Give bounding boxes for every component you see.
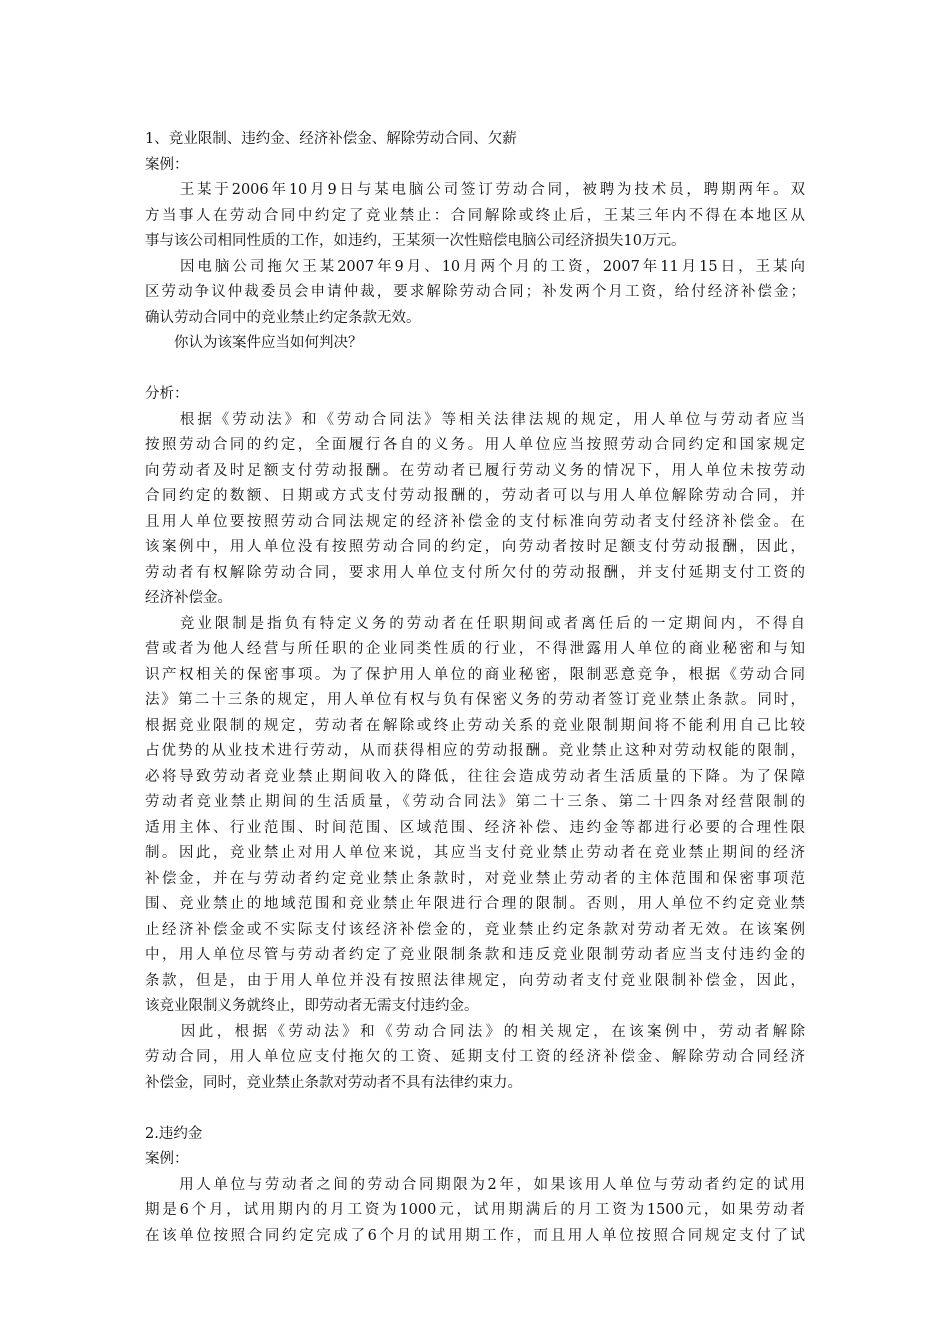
case-label: 案例： (145, 156, 189, 173)
paragraph-line: 因此，根据《劳动法》和《劳动合同法》的相关规定，在该案例中，劳动者解除 (145, 1023, 805, 1040)
paragraph-line: 劳动合同，用人单位应支付拖欠的工资、延期支付工资的经济补偿金、解除劳动合同经济 (145, 1049, 805, 1065)
paragraph-line: 用人单位与劳动者之间的劳动合同期限为2年，如果该用人单位与劳动者约定的试用 (145, 1176, 805, 1193)
section-heading: 1、竞业限制、违约金、经济补偿金、解除劳动合同、欠薪 (145, 131, 517, 147)
paragraph-line: 补偿金，并在与劳动者约定竞业禁止条款时，对竞业禁止劳动者的主体范围和保密事项范 (145, 870, 805, 887)
paragraph (145, 255, 805, 332)
case-text (145, 178, 805, 357)
paragraph-line: 竞业限制是指负有特定义务的劳动者在任职期间或者离任后的一定期间内，不得自 (145, 615, 805, 632)
section-heading: 2.违约金 (145, 1125, 203, 1142)
document-body (145, 127, 805, 1249)
paragraph-line: 确认劳动合同中的竞业禁止约定条款无效。 (145, 309, 421, 326)
analysis-text (145, 408, 805, 1097)
paragraph-line: 中，用人单位尽管与劳动者约定了竞业限制条款和违反竞业限制劳动者应当支付违约金的 (145, 947, 805, 963)
paragraph-line: 按照劳动合同的约定，全面履行各自的义务。用人单位应当按照劳动合同约定和国家规定 (145, 437, 805, 453)
section-2 (145, 1122, 805, 1250)
paragraph-line: 该竞业限制义务就终止，即劳动者无需支付违约金。 (145, 998, 479, 1014)
paragraph-line: 围、竞业禁止的地域范围和竞业禁止年限进行合理的限制。否则，用人单位不约定竞业禁 (145, 896, 805, 912)
paragraph-line: 条款，但是，由于用人单位并没有按照法律规定，向劳动者支付竞业限制补偿金，因此， (145, 972, 805, 989)
section-1 (145, 127, 805, 1096)
paragraph-line: 根据竞业限制的规定，劳动者在解除或终止劳动关系的竞业限制期间将不能利用自己比较 (145, 717, 805, 734)
paragraph (145, 178, 805, 255)
paragraph (145, 331, 805, 357)
paragraph-line: 且用人单位要按照劳动合同法规定的经济补偿金的支付标准向劳动者支付经济补偿金。在 (145, 513, 805, 530)
paragraph-line: 占优势的从业技术进行劳动，从而获得相应的劳动报酬。竞业禁止这种对劳动权能的限制， (145, 743, 805, 759)
paragraph-line: 制。因此，竞业禁止对用人单位来说，其应当支付竞业禁止劳动者在竞业禁止期间的经济 (145, 845, 805, 861)
paragraph-line: 事与该公司相同性质的工作，如违约，王某须一次性赔偿电脑公司经济损失10万元。 (145, 233, 686, 249)
paragraph-line: 经济补偿金。 (145, 590, 232, 606)
paragraph-line: 法》第二十三条的规定，用人单位有权与负有保密义务的劳动者签订竞业禁止条款。同时， (145, 692, 805, 708)
paragraph-line: 营或者为他人经营与所任职的企业同类性质的行业，不得泄露用人单位的商业秘密和与知 (145, 641, 805, 657)
paragraph-line: 你认为该案件应当如何判决？ (145, 335, 363, 351)
paragraph-line: 适用主体、行业范围、时间范围、区域范围、经济补偿、违约金等都进行必要的合理性限 (145, 819, 805, 836)
paragraph-line: 该案例中，用人单位没有按照劳动合同的约定，向劳动者按时足额支付劳动报酬，因此， (145, 539, 805, 555)
paragraph-line: 因电脑公司拖欠王某2007年9月、10月两个月的工资，2007年11月15日，王某向 (145, 258, 805, 275)
paragraph (145, 1020, 805, 1097)
paragraph-line: 期是6个月，试用期内的月工资为1000元，试用期满后的月工资为1500元，如果劳动者 (145, 1202, 805, 1218)
paragraph-line: 在该单位按照合同约定完成了6个月的试用期工作，而且用人单位按照合同规定支付了试 (145, 1227, 805, 1244)
case-label: 案例： (145, 1151, 189, 1167)
paragraph-line: 根据《劳动法》和《劳动合同法》等相关法律法规的规定，用人单位与劳动者应当 (145, 411, 805, 428)
paragraph-line: 止经济补偿金或不实际支付该经济补偿金的，竞业禁止约定条款对劳动者无效。在该案例 (145, 921, 805, 938)
paragraph-line: 补偿金，同时，竞业禁止条款对劳动者不具有法律约束力。 (145, 1074, 522, 1091)
paragraph-line: 合同约定的数额、日期或方式支付劳动报酬的，劳动者可以与用人单位解除劳动合同，并 (145, 488, 805, 504)
paragraph-line: 王某于2006年10月9日与某电脑公司签订劳动合同，被聘为技术员，聘期两年。双 (145, 182, 805, 198)
paragraph (145, 408, 805, 612)
paragraph (145, 612, 805, 1020)
case-text (145, 1173, 805, 1250)
paragraph-line: 向劳动者及时足额支付劳动报酬。在劳动者已履行劳动义务的情况下，用人单位未按劳动 (145, 462, 805, 479)
paragraph (145, 1173, 805, 1250)
paragraph-line: 区劳动争议仲裁委员会申请仲裁，要求解除劳动合同；补发两个月工资，给付经济补偿金； (145, 284, 805, 300)
analysis-label: 分析： (145, 386, 189, 402)
paragraph-line: 识产权相关的保密事项。为了保护用人单位的商业秘密，限制恶意竞争，根据《劳动合同 (145, 666, 805, 683)
paragraph-line: 劳动者竞业禁止期间的生活质量，《劳动合同法》第二十三条、第二十四条对经营限制的 (145, 794, 805, 810)
paragraph-line: 劳动者有权解除劳动合同，要求用人单位支付所欠付的劳动报酬，并支付延期支付工资的 (145, 564, 805, 581)
paragraph-line: 必将导致劳动者竞业禁止期间收入的降低，往往会造成劳动者生活质量的下降。为了保障 (145, 768, 805, 785)
paragraph-line: 方当事人在劳动合同中约定了竞业禁止：合同解除或终止后，王某三年内不得在本地区从 (145, 207, 805, 224)
